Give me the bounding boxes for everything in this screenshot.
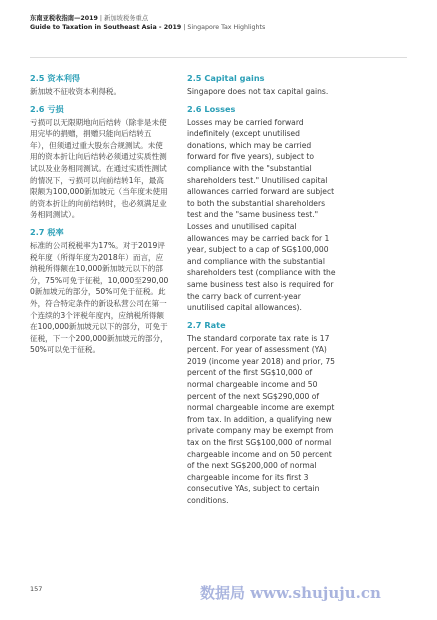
section-heading: 2.5 Capital gains xyxy=(187,73,265,83)
watermark: 数据局 www.shujuju.cn xyxy=(200,584,381,602)
section-heading: 2.5 资本利得 xyxy=(30,73,81,83)
header-line-cn xyxy=(30,14,410,23)
section-losses-cn xyxy=(30,104,170,221)
header-separator: | xyxy=(99,15,103,22)
header-subtitle-en: Singapore Tax Highlights xyxy=(187,24,266,31)
english-column xyxy=(187,73,337,513)
section-text: 亏损可以无限期地向后结转（除非是未使用完毕的捐赠，捐赠只能向后结转五年），但须通过重大股东合规测试。未使用的资本折让向后结转必须通过实质性测试以及业务相同测试。在通过实质性测试的情况下，亏损可以向前结转1年，最高限额为100,000新加坡元（当年度未使用的资本折让的向前结转时，也必须满足业务相同测试）。 xyxy=(30,117,168,220)
header-separator: | xyxy=(183,24,186,31)
header-year-cn: —2019 xyxy=(74,15,98,22)
section-text: 标准的公司税税率为17%。对于2019评税年度（所得年度为2018年）而言，应纳税所得额在10,000新加坡元以下的部分，75%可免于征税，10,000至290,000新加坡元的部分，50%可免于征税。此外，符合特定条件的新设私营公司在第一个连续的3个评税年度内，应纳税所得额在100,000新加坡元以下的部分，可免于征税，下一个200,000新加坡元的部分，50%可以免于征税。 xyxy=(30,240,169,355)
header-title-cn: 东南亚税收指南 xyxy=(30,15,75,22)
section-heading: 2.6 亏损 xyxy=(30,103,64,114)
chinese-column xyxy=(30,73,170,362)
section-text: Singapore does not tax capital gains. xyxy=(187,87,329,96)
page-header xyxy=(30,14,410,32)
section-capital-gains-en xyxy=(187,73,337,98)
section-capital-gains-cn xyxy=(30,73,170,98)
section-losses-en xyxy=(187,104,337,314)
header-subtitle-cn: 新加坡税务重点 xyxy=(104,15,149,22)
section-heading: 2.7 税率 xyxy=(30,226,64,237)
section-text: Losses may be carried forward indefinitely (except unutilised donations, which may be carried forward for five years), subject to compliance with the "substantial shareholders test." Unutilised capital allowances carried forward are subject to both the substantial shareholders test and the "same business test." Losses and unutilised capital allowances may be carried back for 1 year, subject to a cap of SG$100,000 and compliance with the substantial shareholders test (compliance with the same business test also is required for the carry back of current-year unutilised capital allowances). xyxy=(187,117,336,313)
section-rate-cn xyxy=(30,227,170,356)
section-text: The standard corporate tax rate is 17 percent. For year of assessment (YA) 2019 (income year 2018) and prior, 75 percent of the first SG$10,000 of normal chargeable income and 50 percent of the next SG$290,000 of normal chargeable income are exempt from tax. In addition, a qualifying new private company may be exempt from tax on the first SG$100,000 of normal chargeable income and on 50 percent of the next SG$200,000 of normal chargeable income for its first 3 consecutive YAs, subject to certain conditions. xyxy=(187,333,335,505)
header-line-en xyxy=(30,23,410,32)
section-text: 新加坡不征收资本利得税。 xyxy=(30,87,122,96)
section-rate-en xyxy=(187,320,337,507)
page-number: 157 xyxy=(30,585,43,593)
section-heading: 2.6 Losses xyxy=(187,103,236,114)
header-divider xyxy=(30,57,407,58)
header-title-en: Guide to Taxation in Southeast Asia - 2019 xyxy=(30,24,182,31)
section-heading: 2.7 Rate xyxy=(187,319,226,330)
